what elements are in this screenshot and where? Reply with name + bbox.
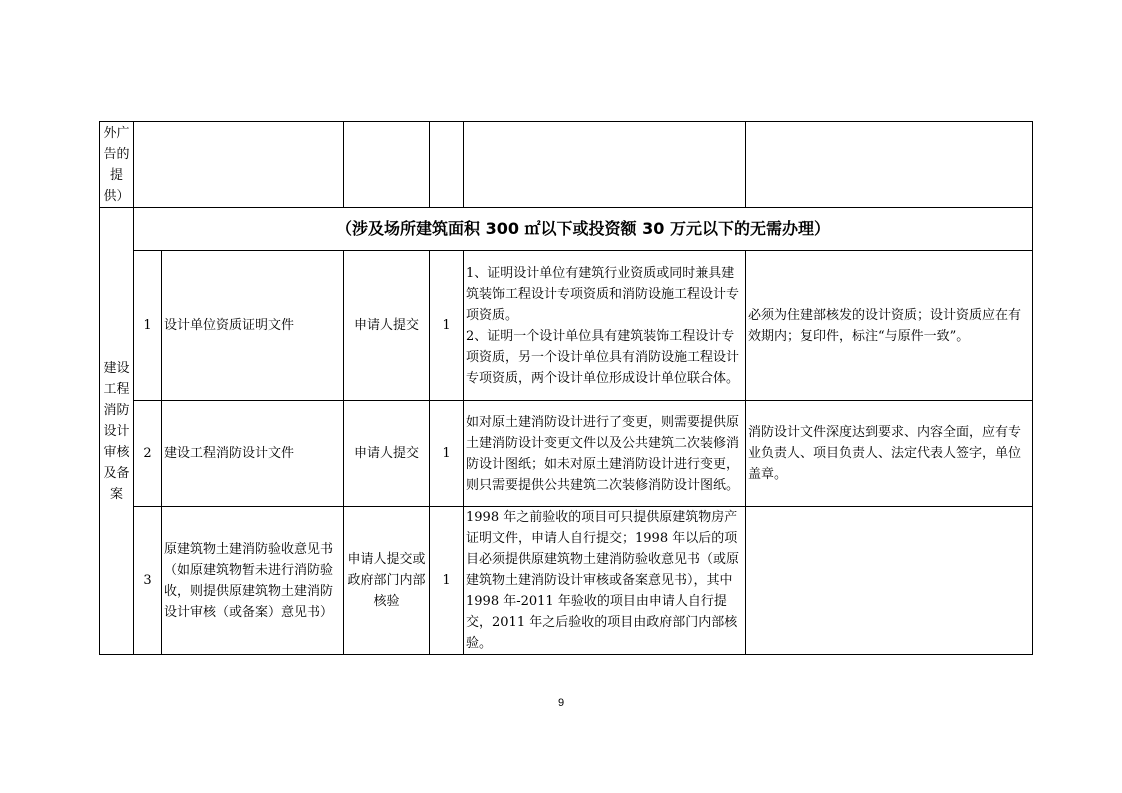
empty-cell <box>464 122 746 208</box>
category-cell <box>100 208 134 655</box>
material-cell: 原建筑物土建消防验收意见书（如原建筑物暂未进行消防验收，则提供原建筑物土建消防设计审核（或备案）意见书） <box>162 507 344 655</box>
materials-table <box>99 121 1033 655</box>
count-cell: 1 <box>430 401 464 507</box>
source-cell: 申请人提交 <box>344 251 430 401</box>
description-cell: 1998 年之前验收的项目可只提供原建筑物房产证明文件，申请人自行提交；1998 年以后的项目必须提供原建筑物土建消防验收意见书（或原建筑物土建消防设计审核或备案意见书），其中 1998 年-2011 年验收的项目由申请人自行提交，2011 年之后验收的项目由政府部门内部核验。 <box>464 507 746 655</box>
page-number: 9 <box>557 697 565 709</box>
table-row <box>100 122 1033 208</box>
index-cell: 2 <box>134 401 162 507</box>
index-cell: 3 <box>134 507 162 655</box>
source-cell: 申请人提交或政府部门内部核验 <box>344 507 430 655</box>
table-row <box>100 208 1033 251</box>
empty-cell <box>430 122 464 208</box>
category-cell: 外广告的提供） <box>100 122 134 208</box>
count-cell: 1 <box>430 251 464 401</box>
material-cell: 设计单位资质证明文件 <box>162 251 344 401</box>
description-cell: 1、证明设计单位有建筑行业资质或同时兼具建筑装饰工程设计专项资质和消防设施工程设计专项资质。 2、证明一个设计单位具有建筑装饰工程设计专项资质，另一个设计单位具有消防设施工程设计专项资质，两个设计单位形成设计单位联合体。 <box>464 251 746 401</box>
requirement-cell: 必须为住建部核发的设计资质；设计资质应在有效期内；复印件，标注“与原件一致”。 <box>746 251 1033 401</box>
empty-cell <box>344 122 430 208</box>
section-note: （涉及场所建筑面积 300 ㎡以下或投资额 30 万元以下的无需办理） <box>336 218 830 238</box>
count-cell: 1 <box>430 507 464 655</box>
index-cell: 1 <box>134 251 162 401</box>
table-row <box>100 401 1033 507</box>
section-note-cell <box>134 208 1033 251</box>
requirement-cell <box>746 507 1033 655</box>
description-cell: 如对原土建消防设计进行了变更，则需要提供原土建消防设计变更文件以及公共建筑二次装修消防设计图纸；如未对原土建消防设计进行变更，则只需要提供公共建筑二次装修消防设计图纸。 <box>464 401 746 507</box>
table-row <box>100 507 1033 655</box>
requirement-cell: 消防设计文件深度达到要求、内容全面，应有专业负责人、项目负责人、法定代表人签字，单位盖章。 <box>746 401 1033 507</box>
empty-cell <box>134 122 344 208</box>
table-row <box>100 251 1033 401</box>
category-label: 建设工程消防设计审核及备案 <box>103 360 130 502</box>
source-cell: 申请人提交 <box>344 401 430 507</box>
material-cell: 建设工程消防设计文件 <box>162 401 344 507</box>
empty-cell <box>746 122 1033 208</box>
